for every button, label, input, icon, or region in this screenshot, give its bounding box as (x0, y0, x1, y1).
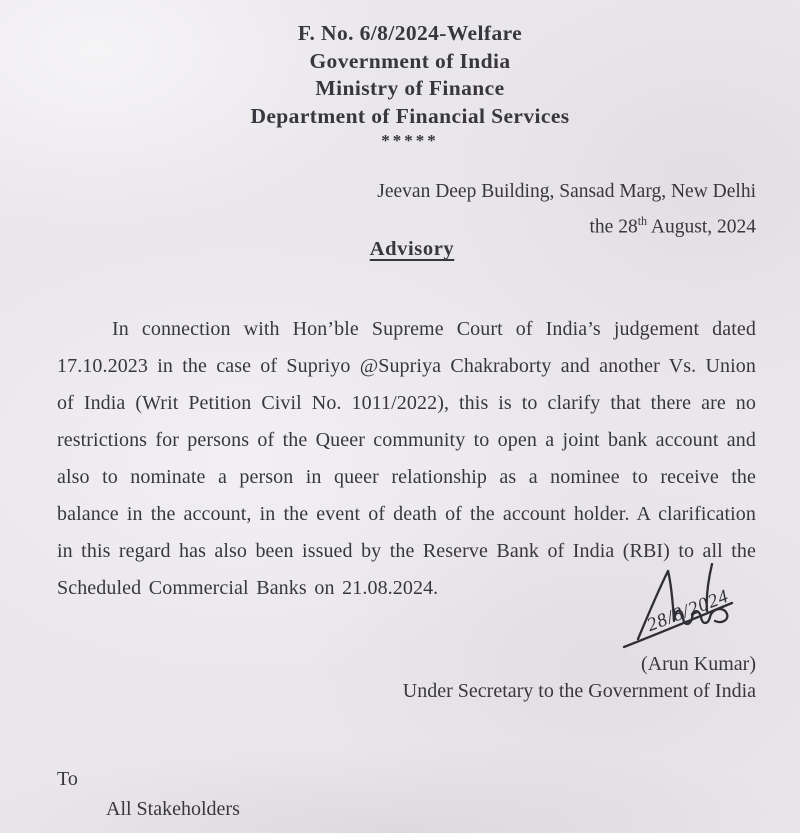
file-number: F. No. 6/8/2024-Welfare (297, 21, 523, 45)
letter-date-suffix: August, 2024 (647, 216, 756, 237)
letter-date-ordinal: th (637, 213, 648, 228)
org-line-department: Department of Financial Services (250, 103, 570, 128)
recipient: All Stakeholders (106, 798, 240, 820)
letter-date-prefix: the 28 (589, 216, 638, 237)
letterhead (10, 20, 800, 152)
signatory-name: (Arun Kumar) (641, 653, 756, 675)
to-label: To (57, 768, 78, 790)
separator-stars: ***** (381, 131, 439, 150)
signatory-title: Under Secretary to the Government of India (402, 680, 756, 702)
body-paragraph: In connection with Hon’ble Supreme Court of India’s judgement dated 17.10.2023 in the case of Supriyo @Supriya Chakraborty and another Vs. Union of India (Writ Petition Civil No. 1011/2022), this is to clarify that there are no restrictions for persons of the Queer community to open a joint bank account and also to nominate a person in queer relationship as a nominee to receive the balance in the account, in the event of death of the account holder. A clarification in this regard has also been issued by the Reserve Bank of India (RBI) to all the Scheduled Commercial Banks on 21.08.2024. (57, 318, 756, 599)
org-line-government: Government of India (309, 48, 511, 73)
advisory-heading: Advisory (369, 238, 455, 260)
dateline-block (377, 178, 756, 242)
org-line-ministry: Ministry of Finance (315, 76, 505, 100)
letter-date (377, 207, 756, 242)
office-address: Jeevan Deep Building, Sansad Marg, New Delhi (377, 181, 756, 202)
handwritten-signature-date: 28/8/2024 (644, 585, 732, 637)
